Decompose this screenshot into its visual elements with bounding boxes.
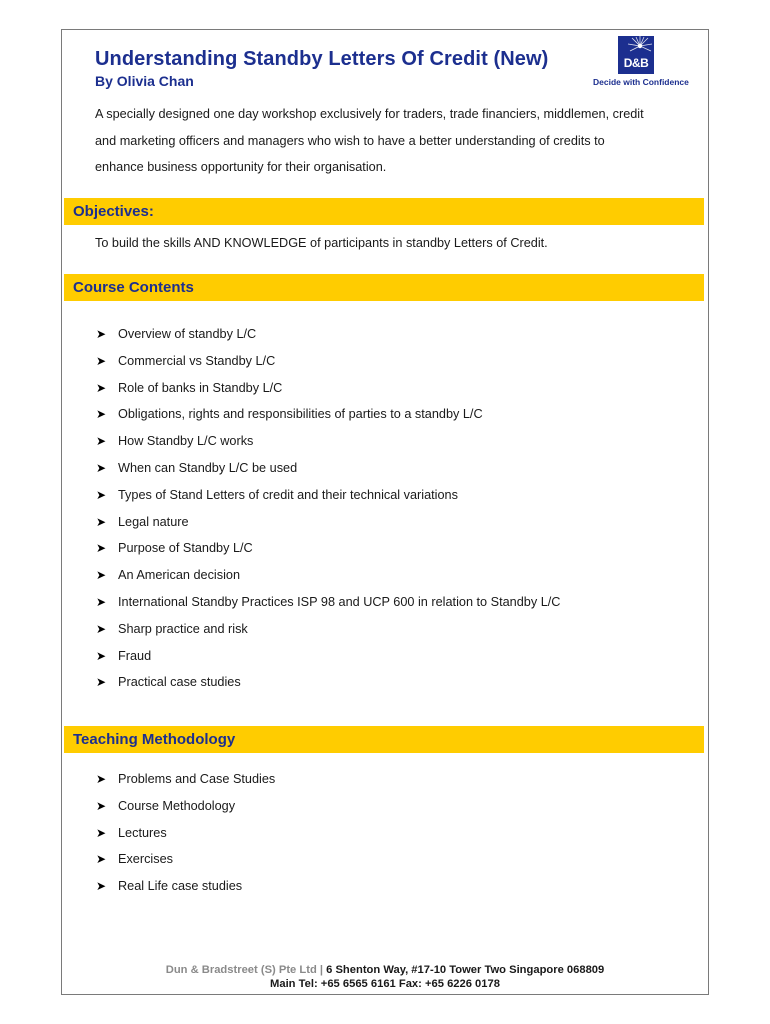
list-item: ➤ When can Standby L/C be used [96,460,298,475]
arrow-bullet-icon: ➤ [96,772,107,786]
arrow-bullet-icon: ➤ [96,407,107,422]
footer-address: 6 Shenton Way, #17-10 Tower Two Singapore 068809 [326,964,605,976]
list-item: ➤ Problems and Case Studies [96,772,276,786]
footer-line-1 [61,963,709,977]
list-item: ➤ Commercial vs Standby L/C [96,353,276,368]
list-item: ➤ Sharp practice and risk [96,621,248,636]
logo-tagline: Decide with Confidence [593,77,689,87]
arrow-bullet-icon: ➤ [96,487,107,502]
arrow-bullet-icon: ➤ [96,675,107,690]
list-item: ➤ Exercises [96,852,173,867]
list-item: ➤ Fraud [96,648,152,663]
intro-paragraph [95,101,695,181]
arrow-bullet-icon: ➤ [96,825,107,840]
footer-contact: Main Tel: +65 6565 6161 Fax: +65 6226 0178 [270,978,500,990]
footer-separator: | [319,964,324,976]
list-item: ➤ Obligations, rights and responsibilities of parties to a standby L/C [96,407,483,422]
arrow-bullet-icon: ➤ [96,541,107,556]
intro-line-1: A specially designed one day workshop exclusively for traders, trade financiers, middlemen, credit [95,107,644,121]
intro-line-2: and marketing officers and managers who wish to have a better understanding of credits to [95,133,605,148]
list-item: ➤ Course Methodology [96,798,236,813]
arrow-bullet-icon: ➤ [96,568,107,583]
list-item: ➤ Types of Stand Letters of credit and their technical variations [96,487,458,502]
arrow-bullet-icon: ➤ [96,879,107,894]
list-item: ➤ Overview of standby L/C [96,327,257,341]
list-item: ➤ Practical case studies [96,675,241,690]
author-line: By Olivia Chan [95,73,194,89]
list-item: ➤ Real Life case studies [96,879,243,894]
arrow-bullet-icon: ➤ [96,594,107,609]
arrow-bullet-icon: ➤ [96,460,107,475]
dnb-logo [593,36,689,92]
arrow-bullet-icon: ➤ [96,648,107,663]
arrow-bullet-icon: ➤ [96,514,107,529]
list-item: ➤ Purpose of Standby L/C [96,541,253,556]
arrow-bullet-icon: ➤ [96,380,107,395]
course-contents-heading: Course Contents [64,274,704,301]
arrow-bullet-icon: ➤ [96,327,107,341]
arrow-bullet-icon: ➤ [96,621,107,636]
footer-company: Dun & Bradstreet (S) Pte Ltd [165,964,317,976]
objectives-text: To build the skills AND KNOWLEDGE of participants in standby Letters of Credit. [95,236,548,250]
logo-box [618,36,654,74]
list-item: ➤ An American decision [96,568,241,583]
arrow-bullet-icon: ➤ [96,434,107,449]
arrow-bullet-icon: ➤ [96,852,107,867]
teaching-methodology-list [96,770,275,904]
intro-line-3: enhance business opportunity for their organisation. [95,160,387,174]
objectives-heading: Objectives: [64,198,704,225]
course-contents-list [96,325,560,700]
list-item: ➤ How Standby L/C works [96,434,254,449]
document-title: Understanding Standby Letters Of Credit (New) [95,48,549,70]
teaching-methodology-heading: Teaching Methodology [64,726,704,753]
footer [61,963,709,991]
list-item: ➤ Role of banks in Standby L/C [96,380,283,395]
arrow-bullet-icon: ➤ [96,353,107,368]
list-item: ➤ Lectures [96,825,167,840]
arrow-bullet-icon: ➤ [96,798,107,813]
logo-mark: D&B [623,56,649,70]
list-item: ➤ Legal nature [96,514,189,529]
list-item: ➤ International Standby Practices ISP 98 and UCP 600 in relation to Standby L/C [96,594,561,609]
